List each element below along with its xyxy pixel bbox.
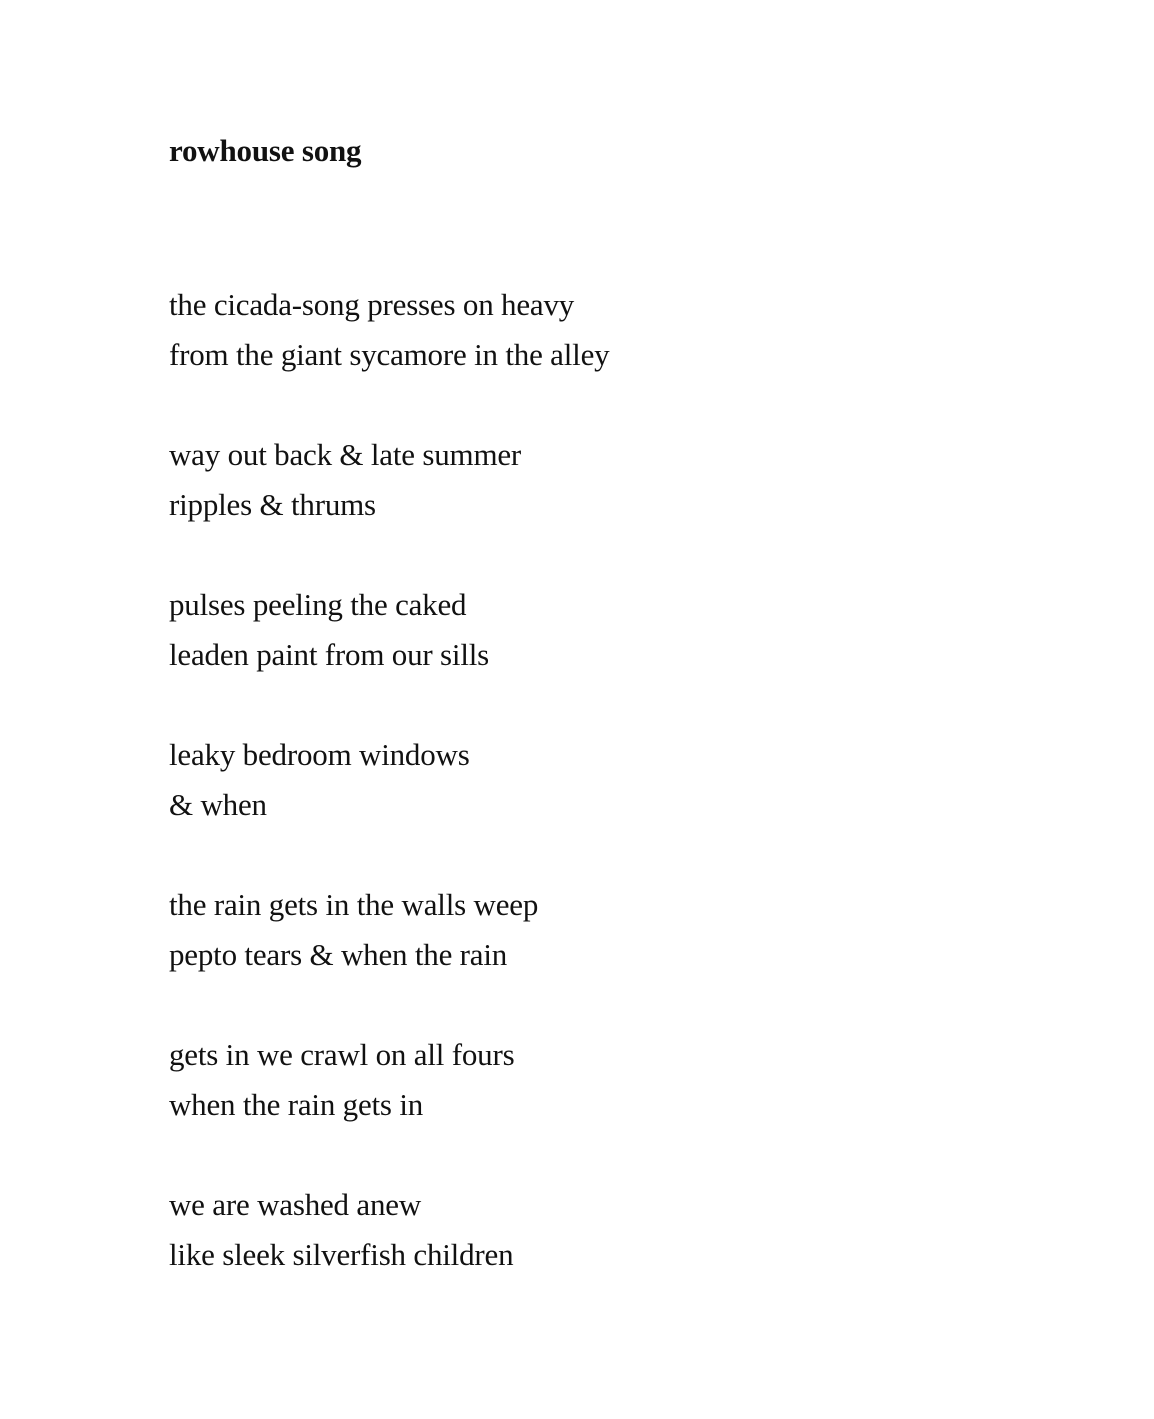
poem-line: & when: [169, 787, 267, 822]
poem-line: like sleek silverfish children: [169, 1237, 514, 1272]
poem-line: pepto tears & when the rain: [169, 937, 508, 972]
poem-line: the cicada-song presses on heavy: [169, 287, 575, 322]
poem-line: when the rain gets in: [169, 1087, 424, 1122]
stanza-6: [169, 1030, 1069, 1130]
stanza-3: [169, 580, 1069, 680]
stanza-7: [169, 1180, 1069, 1280]
poem-line: the rain gets in the walls weep: [169, 887, 539, 922]
poem-line: leaky bedroom windows: [169, 737, 470, 772]
poem-line: from the giant sycamore in the alley: [169, 337, 610, 372]
poem-line: ripples & thrums: [169, 487, 376, 522]
stanza-4: [169, 730, 1069, 830]
stanza-1: [169, 280, 1069, 380]
poem-line: leaden paint from our sills: [169, 637, 490, 672]
stanza-2: [169, 430, 1069, 530]
poem-line: we are washed anew: [169, 1187, 422, 1222]
poem-line: gets in we crawl on all fours: [169, 1037, 515, 1072]
poem-line: way out back & late summer: [169, 437, 522, 472]
stanza-5: [169, 880, 1069, 980]
poem-line: pulses peeling the caked: [169, 587, 467, 622]
poem-title: rowhouse song: [169, 133, 362, 168]
poem-page: [169, 128, 1069, 1330]
